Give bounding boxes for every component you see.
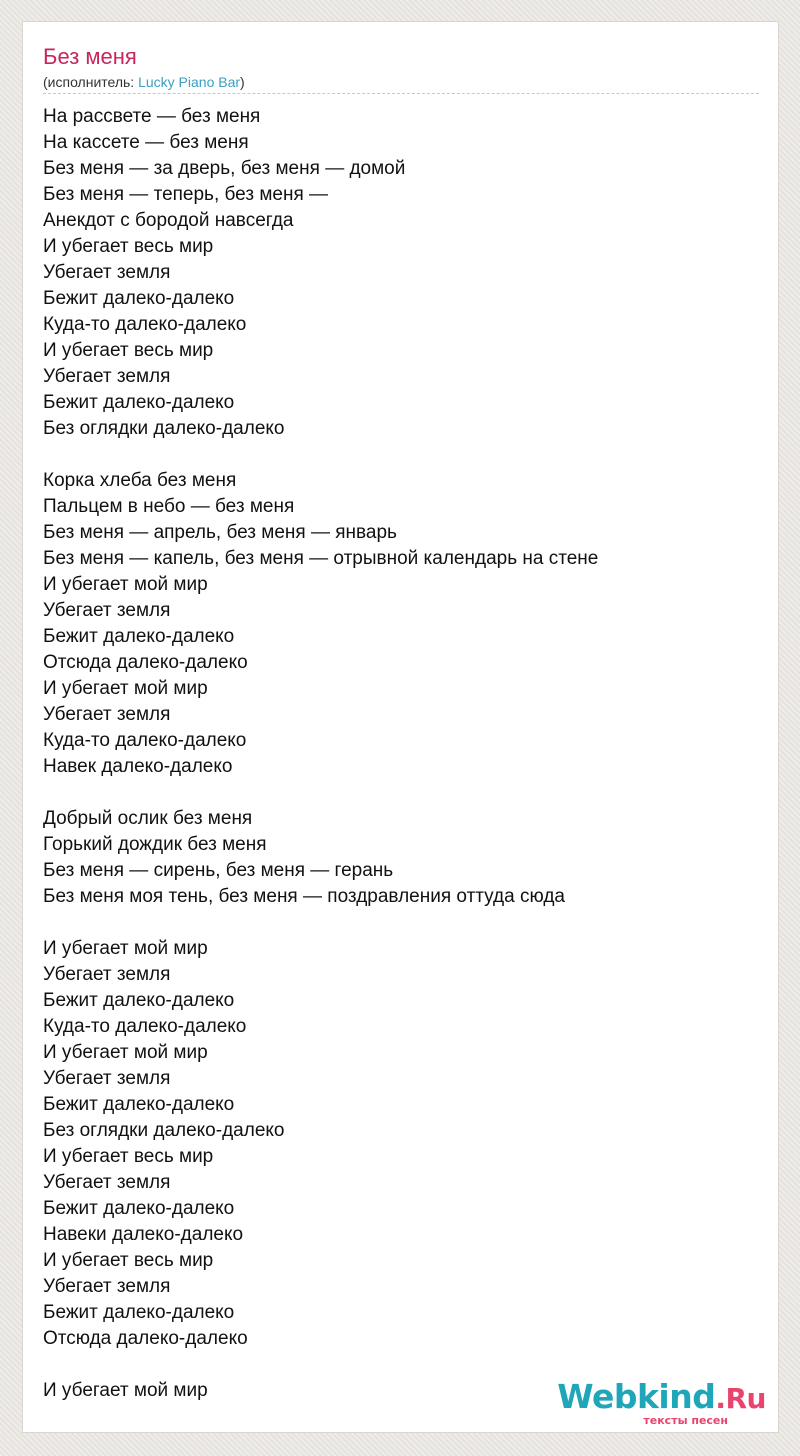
lyric-line: Бежит далеко-далеко [43,1094,235,1115]
lyric-line: На рассвете — без меня [43,106,261,127]
stanza-break [43,1352,759,1378]
logo-tagline: тексты песен [643,1414,728,1427]
lyric-line: Убегает земля [43,964,171,985]
lyric-line: Отсюда далеко-далеко [43,652,248,673]
lyric-line: Куда-то далеко-далеко [43,730,247,751]
lyric-line: Без меня — капель, без меня — отрывной календарь на стене [43,548,599,569]
lyric-line: Без меня моя тень, без меня — поздравления оттуда сюда [43,886,565,907]
lyric-line: Убегает земля [43,600,171,621]
lyric-line: Корка хлеба без меня [43,470,237,491]
lyric-line: Анекдот с бородой навсегда [43,210,294,231]
lyrics-card [22,21,779,1433]
lyric-line: Навек далеко-далеко [43,756,233,777]
lyric-line: Без меня — сирень, без меня — герань [43,860,394,881]
stanza-break [43,780,759,806]
stanza-break [43,910,759,936]
lyric-line: Пальцем в небо — без меня [43,496,295,517]
lyric-line: Бежит далеко-далеко [43,1198,235,1219]
lyric-line: Без оглядки далеко-далеко [43,418,285,439]
logo-wordmark [557,1378,766,1418]
lyric-line: И убегает весь мир [43,1250,214,1271]
lyric-line: Добрый ослик без меня [43,808,253,829]
artist-link[interactable]: Lucky Piano Bar [138,74,241,90]
lyric-line: Убегает земля [43,1276,171,1297]
logo-tld: .Ru [715,1382,766,1415]
lyric-line: Убегает земля [43,1068,171,1089]
artist-meta [43,73,245,91]
lyric-line: Без меня — апрель, без меня — январь [43,522,397,543]
lyric-line: Без оглядки далеко-далеко [43,1120,285,1141]
lyric-line: Навеки далеко-далеко [43,1224,244,1245]
lyric-line: Убегает земля [43,704,171,725]
lyric-line: И убегает весь мир [43,340,214,361]
title-divider [43,93,759,94]
lyric-line: Без меня — теперь, без меня — [43,184,329,205]
lyric-line: Бежит далеко-далеко [43,626,235,647]
lyrics-text [43,104,759,1404]
lyric-line: И убегает мой мир [43,678,208,699]
lyric-line: Бежит далеко-далеко [43,1302,235,1323]
artist-prefix: (исполнитель: [43,74,139,90]
lyric-line: И убегает мой мир [43,1042,208,1063]
lyric-line: И убегает мой мир [43,1380,208,1401]
lyric-line: И убегает весь мир [43,236,214,257]
lyric-line: Куда-то далеко-далеко [43,1016,247,1037]
lyric-line: И убегает весь мир [43,1146,214,1167]
lyric-line: Убегает земля [43,262,171,283]
lyric-line: Бежит далеко-далеко [43,990,235,1011]
site-logo[interactable] [557,1376,772,1432]
song-title: Без меня [43,44,137,69]
lyric-line: Бежит далеко-далеко [43,288,235,309]
lyric-line: Бежит далеко-далеко [43,392,235,413]
lyric-line: Убегает земля [43,1172,171,1193]
lyric-line: Убегает земля [43,366,171,387]
lyric-line: Отсюда далеко-далеко [43,1328,248,1349]
lyric-line: Куда-то далеко-далеко [43,314,247,335]
lyric-line: Без меня — за дверь, без меня — домой [43,158,406,179]
logo-name: Webkind [557,1377,716,1416]
artist-suffix: ) [240,74,245,90]
lyric-line: На кассете — без меня [43,132,249,153]
lyric-line: И убегает мой мир [43,938,208,959]
lyric-line: И убегает мой мир [43,574,208,595]
lyric-line: Горький дождик без меня [43,834,267,855]
stanza-break [43,442,759,468]
